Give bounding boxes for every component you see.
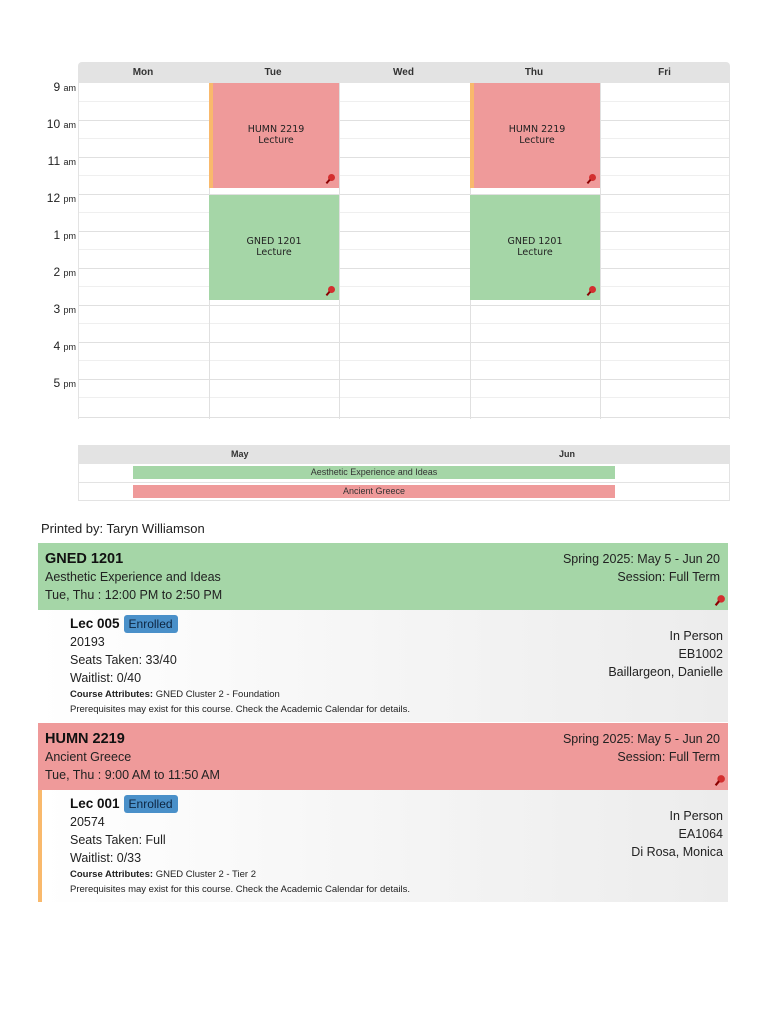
course-title: Aesthetic Experience and Ideas (45, 570, 221, 584)
course-attributes: GNED Cluster 2 - Foundation (155, 689, 280, 700)
weekly-calendar (0, 62, 768, 422)
section-details (38, 610, 728, 722)
room: EA1064 (678, 827, 723, 841)
event-course: GNED 1201 (246, 236, 302, 247)
pin-icon[interactable] (585, 173, 597, 185)
prereq-note: Prerequisites may exist for this course. Check the Academic Calendar for details. (70, 704, 411, 715)
month-label-jun: Jun (559, 449, 576, 459)
term-timeline (78, 445, 730, 501)
course-schedule: Tue, Thu : 9:00 AM to 11:50 AM (45, 768, 220, 782)
event-type: Lecture (256, 247, 292, 258)
month-label-may: May (231, 449, 249, 459)
pin-icon[interactable] (585, 285, 597, 297)
time-label: 10 am (46, 117, 76, 131)
room: EB1002 (678, 647, 723, 661)
section-crn: 20574 (70, 815, 105, 829)
section-details (38, 790, 728, 902)
attributes-label: Course Attributes: (70, 689, 154, 700)
course-header[interactable] (38, 543, 728, 610)
course-session: Session: Full Term (617, 750, 720, 764)
seats-taken: Seats Taken: 33/40 (70, 653, 177, 667)
day-header-mon: Mon (132, 67, 154, 78)
time-label: 2 pm (53, 265, 76, 279)
time-label: 4 pm (53, 339, 76, 353)
calendar-event-humn2219-tue[interactable] (209, 83, 339, 188)
event-course: HUMN 2219 (508, 124, 566, 135)
status-badge: Enrolled (124, 795, 178, 813)
course-attributes: GNED Cluster 2 - Tier 2 (155, 869, 256, 880)
day-header-tue: Tue (264, 67, 282, 78)
course-term: Spring 2025: May 5 - Jun 20 (562, 552, 720, 566)
timeline-bar-gned1201[interactable]: Aesthetic Experience and Ideas (133, 466, 615, 479)
event-course: GNED 1201 (507, 236, 563, 247)
time-label: 3 pm (53, 302, 76, 316)
time-label: 1 pm (53, 228, 76, 242)
course-schedule: Tue, Thu : 12:00 PM to 2:50 PM (45, 588, 223, 602)
course-card-gned1201 (38, 543, 728, 722)
day-header-wed: Wed (393, 67, 414, 78)
pin-icon[interactable] (324, 173, 336, 185)
pin-icon[interactable] (713, 594, 726, 607)
timeline-header (79, 445, 729, 464)
course-title: Ancient Greece (45, 750, 132, 764)
calendar-event-gned1201-thu[interactable] (470, 195, 600, 300)
time-label: 9 am (53, 80, 76, 94)
day-header-thu: Thu (524, 67, 544, 78)
course-card-humn2219 (38, 723, 728, 902)
waitlist: Waitlist: 0/33 (70, 851, 142, 865)
time-label: 5 pm (53, 376, 76, 390)
day-header-fri: Fri (658, 67, 671, 78)
time-label: 12 pm (46, 191, 76, 205)
instructor: Di Rosa, Monica (631, 845, 723, 859)
pin-icon[interactable] (324, 285, 336, 297)
event-type: Lecture (519, 135, 555, 146)
prereq-note: Prerequisites may exist for this course. Check the Academic Calendar for details. (70, 884, 411, 895)
course-code: HUMN 2219 (45, 731, 125, 747)
course-session: Session: Full Term (617, 570, 720, 584)
delivery-mode: In Person (669, 809, 723, 823)
calendar-event-gned1201-tue[interactable] (209, 195, 339, 300)
section-name: Lec 001 (70, 796, 120, 811)
course-header[interactable] (38, 723, 728, 790)
time-label: 11 am (47, 154, 76, 168)
printed-by: Printed by: Taryn Williamson (41, 521, 205, 536)
section-name: Lec 005 (70, 616, 120, 631)
course-code: GNED 1201 (45, 551, 124, 567)
calendar-event-humn2219-thu[interactable] (470, 83, 600, 188)
course-term: Spring 2025: May 5 - Jun 20 (562, 732, 720, 746)
instructor: Baillargeon, Danielle (608, 665, 723, 679)
calendar-grid (78, 83, 730, 419)
event-type: Lecture (258, 135, 294, 146)
status-badge: Enrolled (124, 615, 178, 633)
delivery-mode: In Person (669, 629, 723, 643)
pin-icon[interactable] (713, 774, 726, 787)
waitlist: Waitlist: 0/40 (70, 671, 142, 685)
seats-taken: Seats Taken: Full (70, 833, 166, 847)
event-type: Lecture (517, 247, 553, 258)
section-crn: 20193 (70, 635, 105, 649)
event-course: HUMN 2219 (247, 124, 305, 135)
attributes-label: Course Attributes: (70, 869, 154, 880)
timeline-bar-humn2219[interactable]: Ancient Greece (133, 485, 615, 498)
